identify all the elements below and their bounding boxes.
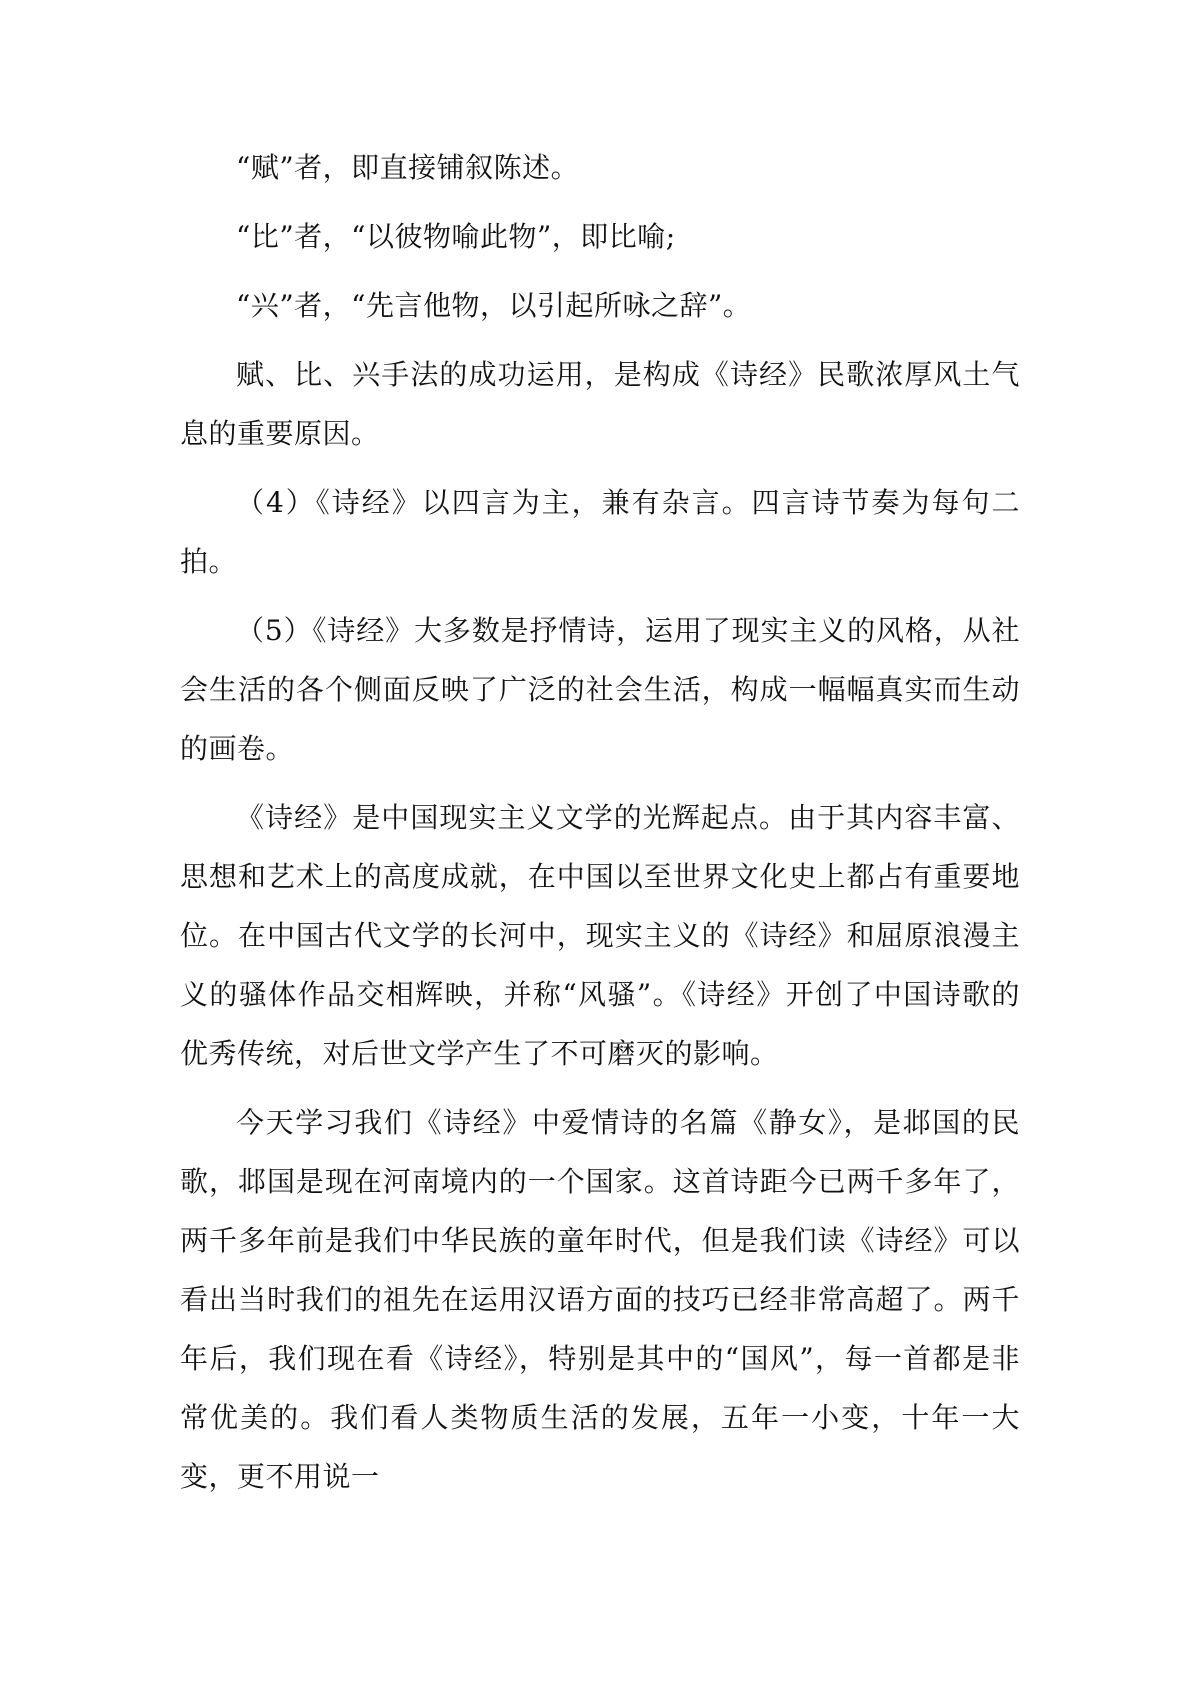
paragraph-fu-definition: “赋”者，即直接铺叙陈述。	[236, 151, 580, 184]
paragraph-xing-definition: “兴”者，“先言他物，以引起所咏之辞”。	[236, 289, 752, 322]
document-body	[180, 138, 1020, 1506]
paragraph-point-4: （4）《诗经》以四言为主，兼有杂言。四言诗节奏为每句二拍。	[180, 486, 1020, 578]
paragraph-jingnv-intro: 今天学习我们《诗经》中爱情诗的名篇《静女》，是邶国的民歌，邶国是现在河南境内的一个国家。这首诗距今已两千多年了，两千多年前是我们中华民族的童年时代，但是我们读《诗经》可以看出当时我们的祖先在运用汉语方面的技巧已经非常高超了。两千年后，我们现在看《诗经》，特别是其中的“国风”，每一首都是非常优美的。我们看人类物质生活的发展，五年一小变，十年一大变，更不用说一	[180, 1106, 1020, 1493]
paragraph-shijing-significance: 《诗经》是中国现实主义文学的光辉起点。由于其内容丰富、思想和艺术上的高度成就，在中国以至世界文化史上都占有重要地位。在中国古代文学的长河中，现实主义的《诗经》和屈原浪漫主义的骚体作品交相辉映，并称“风骚”。《诗经》开创了中国诗歌的优秀传统，对后世文学产生了不可磨灭的影响。	[180, 801, 1020, 1070]
paragraph-bi-definition: “比”者，“以彼物喻此物”，即比喻;	[236, 220, 676, 253]
paragraph-fu-bi-xing-summary: 赋、比、兴手法的成功运用，是构成《诗经》民歌浓厚风土气息的重要原因。	[180, 358, 1020, 450]
paragraph-point-5: （5）《诗经》大多数是抒情诗，运用了现实主义的风格，从社会生活的各个侧面反映了广泛的社会生活，构成一幅幅真实而生动的画卷。	[180, 614, 1020, 765]
